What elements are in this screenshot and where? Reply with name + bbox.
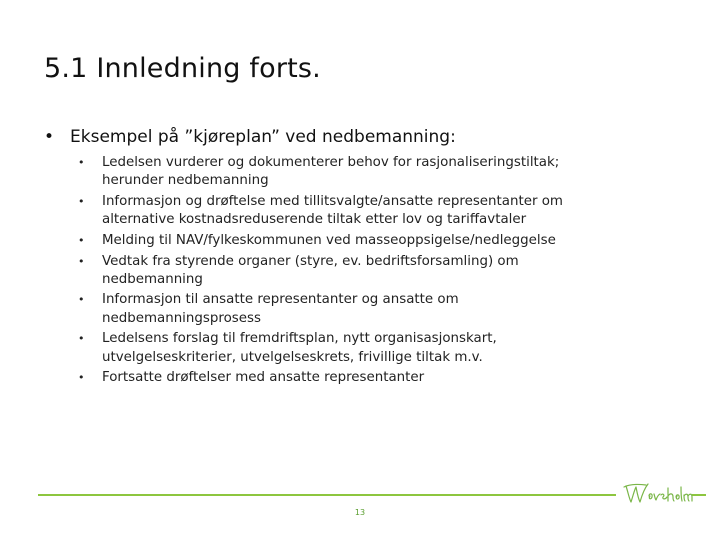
sub-bullet-line: nedbemanningsprosess [102,310,261,326]
sub-bullet-dot: • [78,156,85,169]
sub-bullet-line: herunder nedbemanning [102,173,269,189]
sub-bullet-dot: • [78,254,85,268]
sub-bullet-item [78,291,678,327]
sub-bullet-line: Ledelsen vurderer og dokumenterer behov for rasjonaliseringstiltak; [102,155,560,170]
sub-bullet-dot: • [78,233,85,247]
sub-bullet-list [78,154,678,390]
signature-logo-icon [622,478,694,508]
sub-bullet-line: Informasjon og drøftelse med tillitsvalgte/ansatte representanter om [102,193,563,209]
sub-bullet-dot: • [78,371,85,385]
sub-bullet-item [78,253,678,289]
sub-bullet-item [78,154,678,190]
sub-bullet-line: utvelgelseskriterier, utvelgelseskrets, frivillige tiltak m.v. [102,349,483,365]
sub-bullet-dot: • [78,293,85,307]
sub-bullet-item [78,369,678,387]
slide-title: 5.1 Innledning forts. [44,53,321,84]
sub-bullet-item [78,232,678,250]
main-bullet-dot: • [44,127,55,147]
sub-bullet-line: Melding til NAV/fylkeskommunen ved masseoppsigelse/nedleggelse [102,232,556,248]
sub-bullet-line: Informasjon til ansatte representanter og ansatte om [102,292,459,308]
main-bullet-text: Eksempel på ”kjøreplan” ved nedbemanning: [70,127,456,147]
sub-bullet-line: nedbemanning [102,271,203,287]
footer-divider-end [692,494,706,496]
sub-bullet-dot: • [78,332,85,346]
footer-divider [38,494,616,496]
sub-bullet-item [78,193,678,229]
sub-bullet-line: alternative kostnadsreduserende tiltak etter lov og tariffavtaler [102,212,527,228]
sub-bullet-item [78,330,678,366]
sub-bullet-dot: • [78,194,85,208]
sub-bullet-line: Vedtak fra styrende organer (styre, ev. bedriftsforsamling) om [102,253,519,269]
page-number: 13 [354,508,366,517]
sub-bullet-line: Fortsatte drøftelser med ansatte representanter [102,370,425,386]
sub-bullet-line: Ledelsens forslag til fremdriftsplan, nytt organisasjonskart, [102,331,497,347]
